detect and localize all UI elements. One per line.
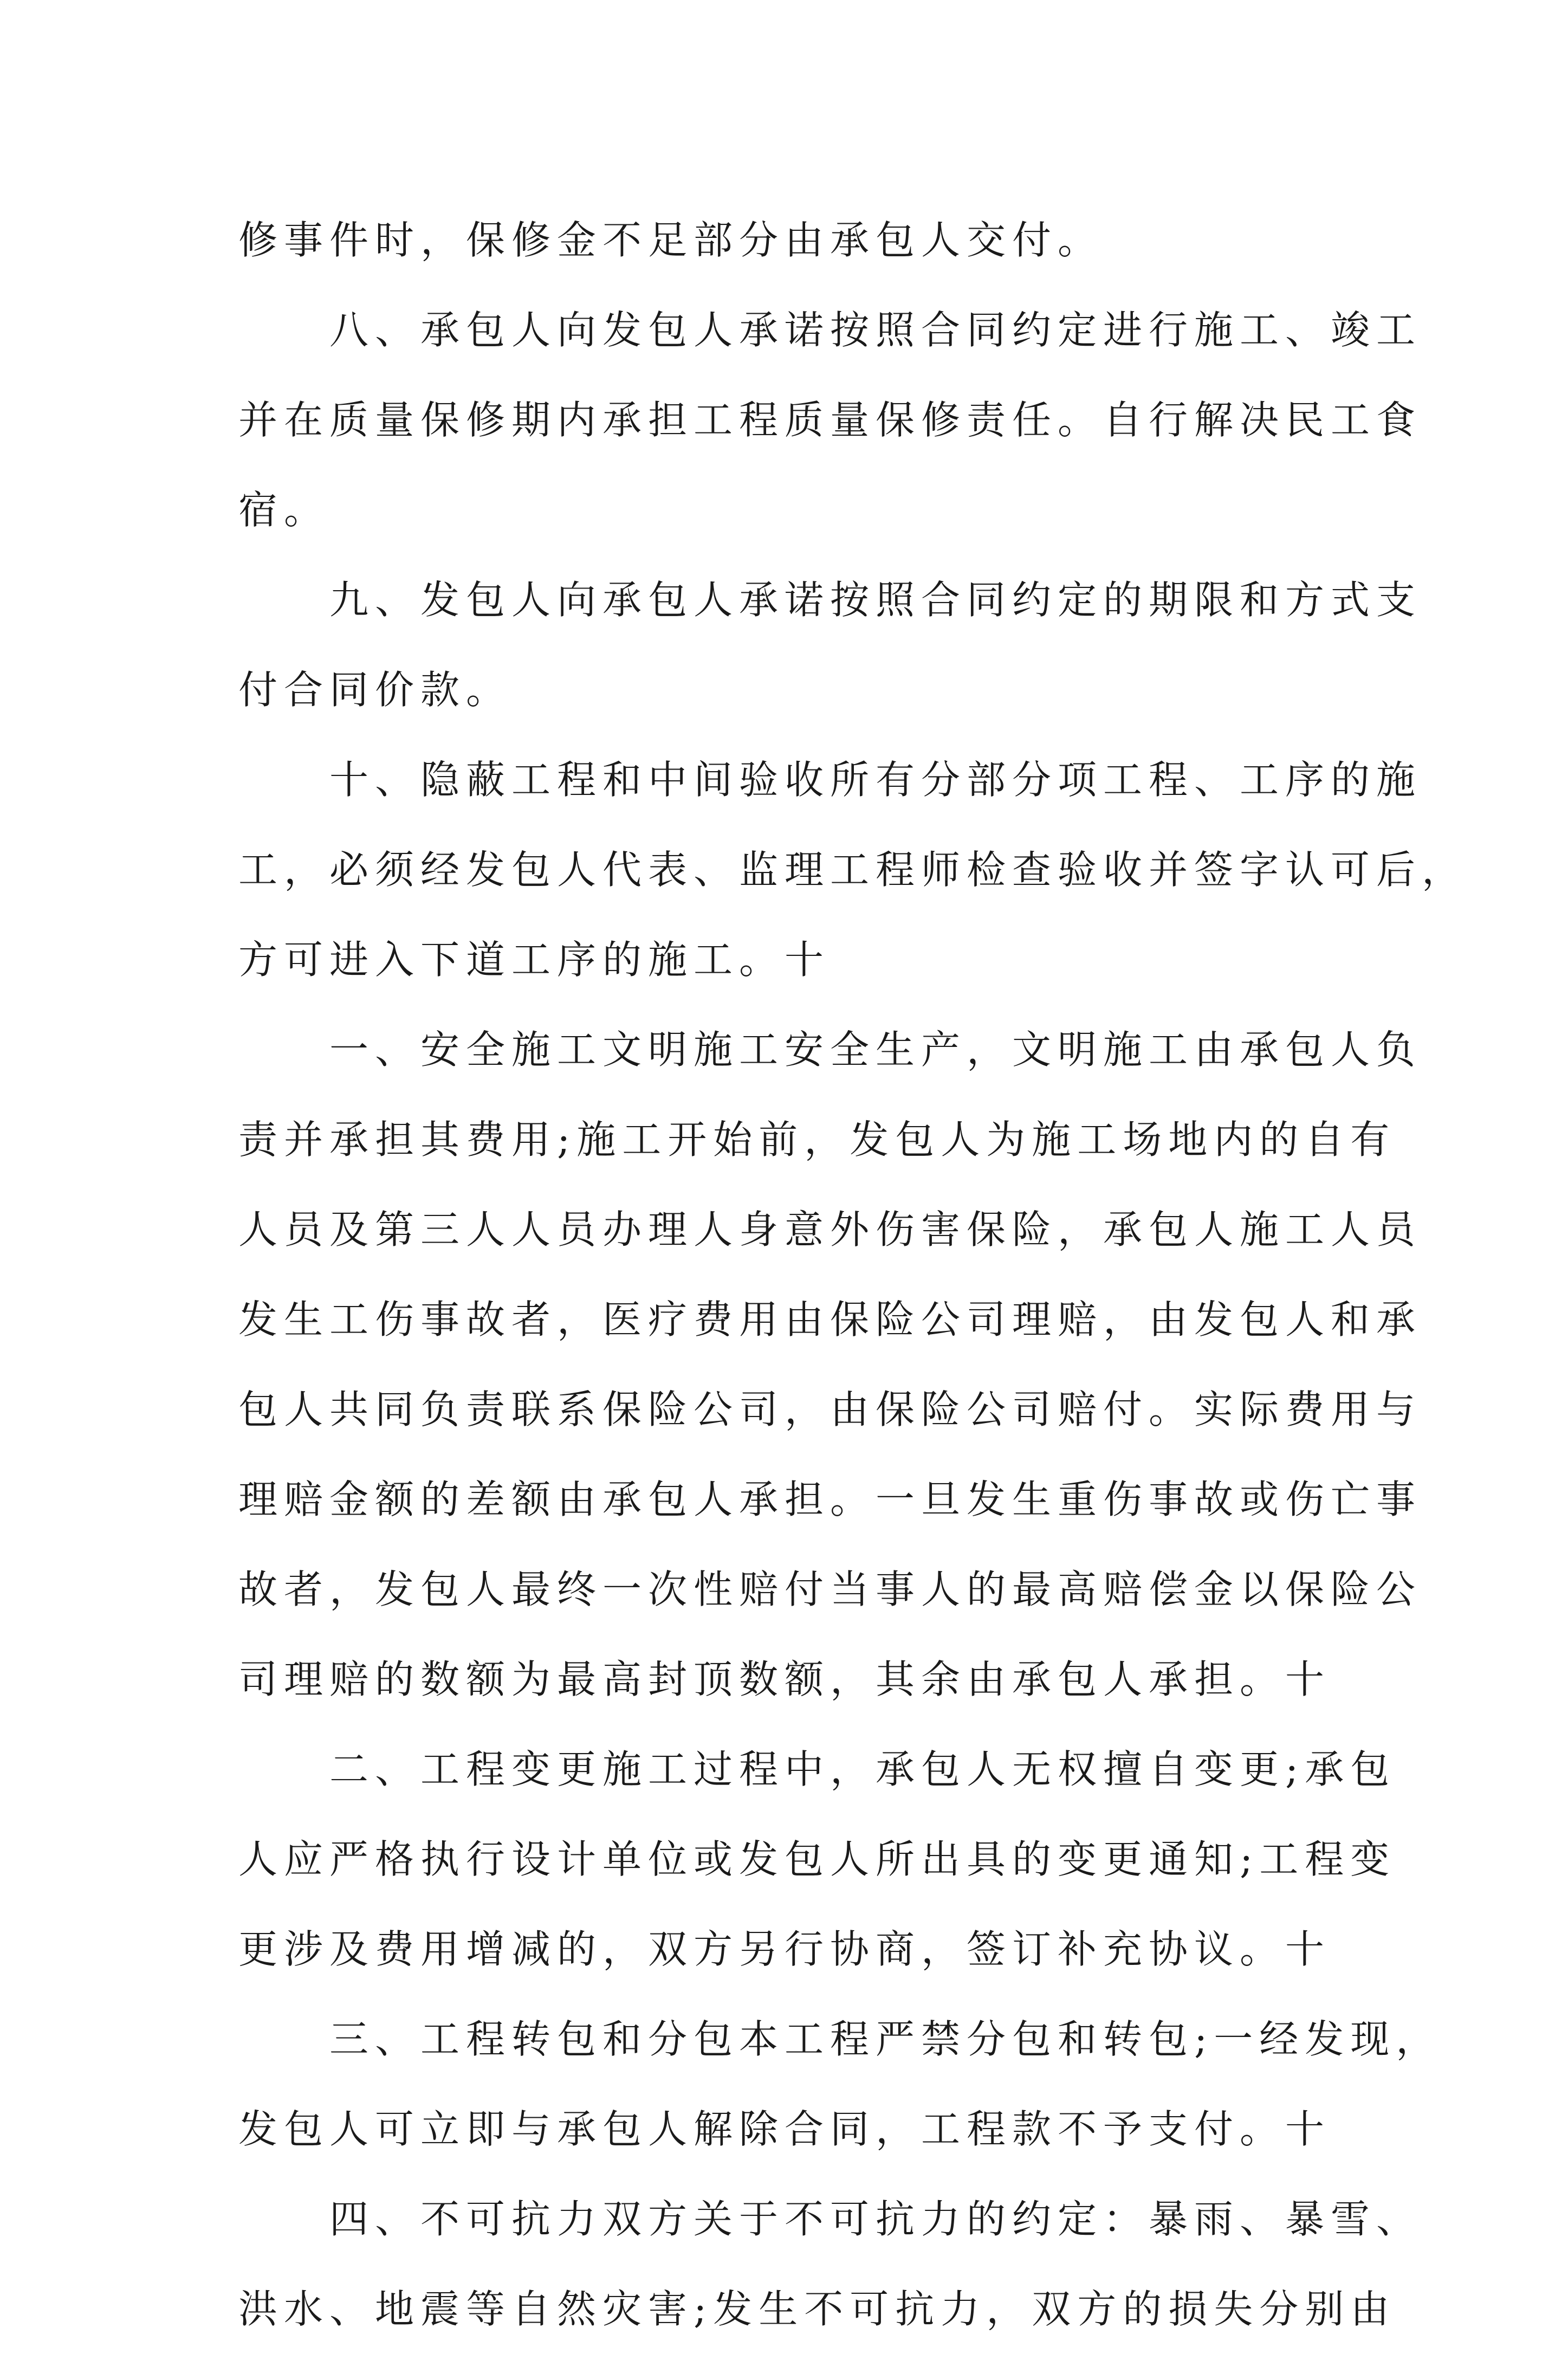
- text-line: 故者，发包人最终一次性赔付当事人的最高赔偿金以保险公: [238, 1567, 1422, 1612]
- text-line: 人员及第三人人员办理人身意外伤害保险，承包人施工人员: [238, 1207, 1422, 1252]
- clause-8-line: 八、承包人向发包人承诺按照合同约定进行施工、竣工: [329, 307, 1422, 353]
- clause-9-line: 九、发包人向承包人承诺按照合同约定的期限和方式支: [329, 577, 1422, 623]
- clause-11-line: 一、安全施工文明施工安全生产，文明施工由承包人负: [329, 1027, 1422, 1072]
- clause-13-line: 三、工程转包和分包本工程严禁分包和转包;一经发现，: [329, 2016, 1442, 2062]
- text-line: 司理赔的数额为最高封顶数额，其余由承包人承担。十: [238, 1657, 1331, 1702]
- text-line: 并在质量保修期内承担工程质量保修责任。自行解决民工食: [238, 397, 1422, 443]
- clause-12-line: 二、工程变更施工过程中，承包人无权擅自变更;承包: [329, 1747, 1396, 1792]
- text-line: 工，必须经发包人代表、监理工程师检查验收并签字认可后，: [238, 847, 1468, 893]
- text-line: 洪水、地震等自然灾害;发生不可抗力，双方的损失分别由: [238, 2286, 1396, 2332]
- text-line: 发包人可立即与承包人解除合同，工程款不予支付。十: [238, 2106, 1331, 2152]
- text-line: 人应严格执行设计单位或发包人所出具的变更通知;工程变: [238, 1836, 1396, 1882]
- text-line: 发生工伤事故者，医疗费用由保险公司理赔，由发包人和承: [238, 1297, 1422, 1342]
- text-line: 包人共同负责联系保险公司，由保险公司赔付。实际费用与: [238, 1387, 1422, 1432]
- text-line: 更涉及费用增减的，双方另行协商，签订补充协议。十: [238, 1926, 1331, 1972]
- text-line: 责并承担其费用;施工开始前，发包人为施工场地内的自有: [238, 1117, 1396, 1162]
- clause-14-line: 四、不可抗力双方关于不可抗力的约定：暴雨、暴雪、: [329, 2196, 1422, 2242]
- document-body: [238, 195, 1468, 2354]
- text-line: 理赔金额的差额由承包人承担。一旦发生重伤事故或伤亡事: [238, 1477, 1422, 1522]
- clause-10-line: 十、隐蔽工程和中间验收所有分部分项工程、工序的施: [329, 757, 1422, 803]
- text-line: 宿。: [238, 487, 330, 533]
- text-line: 方可进入下道工序的施工。十: [238, 937, 831, 982]
- text-line: 付合同价款。: [238, 667, 512, 713]
- text-line: 修事件时，保修金不足部分由承包人交付。: [238, 217, 1104, 263]
